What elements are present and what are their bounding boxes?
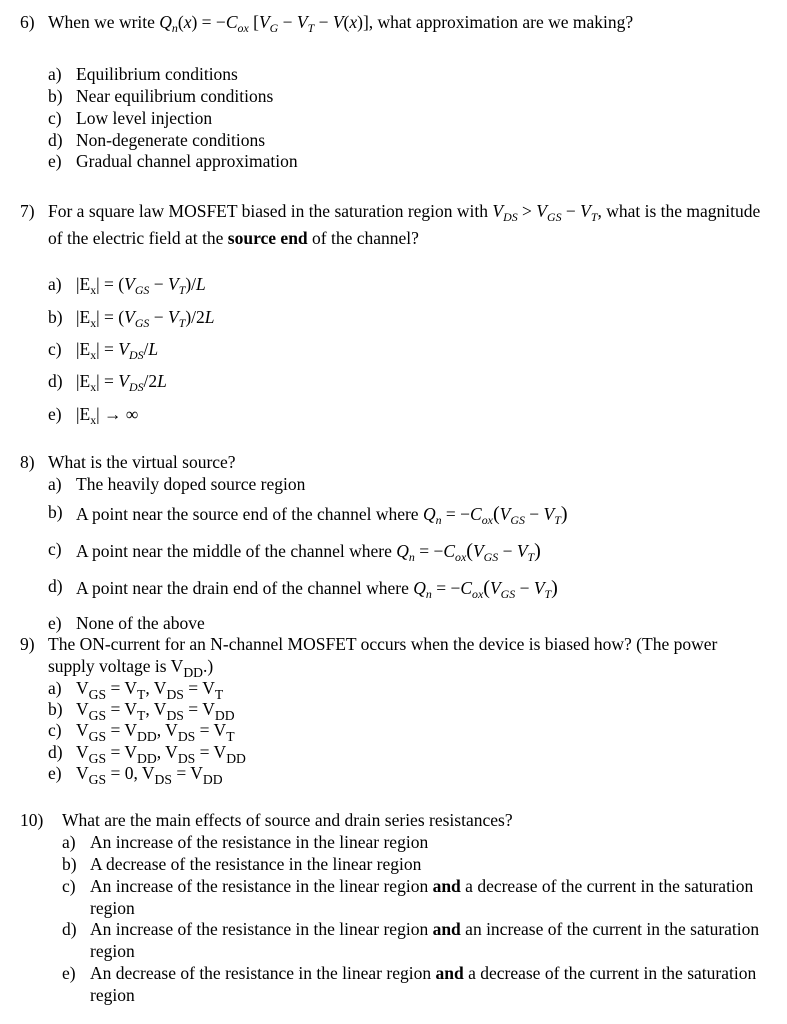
equation-field-d: $|E_x| = V_{DS}/2L$	[76, 371, 167, 395]
bias-c: $V_{GS} = V_{DD}$, $V_{DS} = V_T$	[76, 720, 235, 745]
option-e[interactable]: e) An decrease of the resistance in the linear region and a decrease of the current in the saturation region	[62, 963, 757, 1005]
option-e[interactable]: e) Gradual channel approximation	[48, 151, 298, 172]
question-number: 10)	[20, 810, 44, 830]
option-b[interactable]: b) A decrease of the resistance in the linear region	[62, 853, 422, 874]
question-10	[20, 810, 767, 1007]
option-b[interactable]: b) A point near the source end of the channel where $Q_n = -C_{ox}(V_{GS} - V_T)$	[48, 501, 568, 527]
question-number: 7)	[20, 201, 35, 221]
option-b[interactable]: b) Near equilibrium conditions	[48, 85, 274, 106]
option-d[interactable]: d) $V_{GS} = V_{DD}$, $V_{DS} = V_{DD}$	[48, 742, 767, 763]
question-7	[20, 198, 767, 430]
option-a[interactable]: a) Equilibrium conditions	[48, 63, 238, 84]
option-d[interactable]: d) An increase of the resistance in the linear region and an increase of the current in the saturation region	[62, 919, 760, 962]
equation-field-c: $|E_x| = V_{DS}/L$	[76, 339, 159, 363]
option-c[interactable]: c) $V_{GS} = V_{DD}$, $V_{DS} = V_T$	[48, 720, 767, 741]
equation-saturation-condition: $V_{DS} > V_{GS} - V_T$	[492, 201, 598, 225]
equation-vs-c: $Q_n = -C_{ox}(V_{GS} - V_T)$	[396, 539, 541, 565]
option-e[interactable]: e) $|E_x|$ → ∞	[48, 398, 767, 430]
question-stem: 7) For a square law MOSFET biased in the saturation region with $V_{DS} > V_{GS} - V_T$, what is the magnitude of the electric field at the source end of the channel?	[20, 198, 767, 252]
option-c[interactable]: c) A point near the middle of the channel where $Q_n = -C_{ox}(V_{GS} - V_T)$	[48, 538, 541, 565]
question-number: 8)	[20, 452, 35, 472]
option-b[interactable]: b) $|E_x| = (V_{GS} - V_T)/2L$	[48, 301, 767, 333]
option-a[interactable]: a) $V_{GS} = V_T$, $V_{DS} = V_T$	[48, 678, 767, 699]
question-6	[20, 12, 767, 173]
question-number: 9)	[20, 634, 35, 654]
option-c[interactable]: c) $|E_x| = V_{DS}/L$	[48, 333, 767, 365]
equation-vs-b: $Q_n = -C_{ox}(V_{GS} - V_T)$	[422, 502, 568, 527]
equation-field-b: $|E_x| = (V_{GS} - V_T)/2L$	[76, 306, 215, 330]
bias-d: $V_{GS} = V_{DD}$, $V_{DS} = V_{DD}$	[76, 741, 246, 766]
option-a[interactable]: a) The heavily doped source region	[48, 473, 306, 494]
equation-vs-d: $Q_n = -C_{ox}(V_{GS} - V_T)$	[413, 577, 558, 602]
question-stem: 10) What are the main effects of source and drain series resistances?	[20, 810, 513, 830]
option-d[interactable]: d) A point near the drain end of the channel where $Q_n = -C_{ox}(V_{GS} - V_T)$	[48, 576, 558, 602]
equation-field-a: $|E_x| = (V_{GS} - V_T)/L$	[76, 274, 206, 298]
option-d[interactable]: d) Non-degenerate conditions	[48, 129, 266, 150]
option-c[interactable]: c) An increase of the resistance in the linear region and a decrease of the current in the saturation region	[62, 875, 754, 918]
stem-text: When we write	[48, 12, 160, 32]
equation-charge: $Q_n(x) = -C_{ox}$ $[V_G - V_T - V(x)]$	[159, 12, 369, 36]
equation-field-e: $|E_x|$ → ∞	[76, 403, 139, 427]
question-stem: 9) The ON-current for an N-channel MOSFET occurs when the device is biased how? (The power supply voltage is $V_{DD}$.)	[20, 634, 718, 680]
option-e[interactable]: e) None of the above	[48, 613, 205, 634]
question-9	[20, 634, 767, 787]
option-e[interactable]: e) $V_{GS} = 0$, $V_{DS} = V_{DD}$	[48, 763, 767, 784]
option-d[interactable]: d) $|E_x| = V_{DS}/2L$	[48, 365, 767, 397]
question-number: 6)	[20, 12, 35, 32]
bias-b: $V_{GS} = V_T$, $V_{DS} = V_{DD}$	[76, 699, 235, 723]
option-b[interactable]: b) $V_{GS} = V_T$, $V_{DS} = V_{DD}$	[48, 699, 767, 720]
bias-e: $V_{GS} = 0$, $V_{DS} = V_{DD}$	[76, 763, 223, 787]
option-c[interactable]: c) Low level injection	[48, 107, 213, 128]
question-8	[20, 452, 767, 635]
stem-text: , what approximation are we making?	[368, 12, 634, 32]
question-stem: 8) What is the virtual source?	[20, 452, 236, 472]
bias-a: $V_{GS} = V_T$, $V_{DS} = V_T$	[76, 677, 224, 702]
question-stem	[20, 12, 767, 34]
option-a[interactable]: a) An increase of the resistance in the linear region	[62, 831, 429, 852]
option-a[interactable]: a) $|E_x| = (V_{GS} - V_T)/L$	[48, 268, 767, 300]
